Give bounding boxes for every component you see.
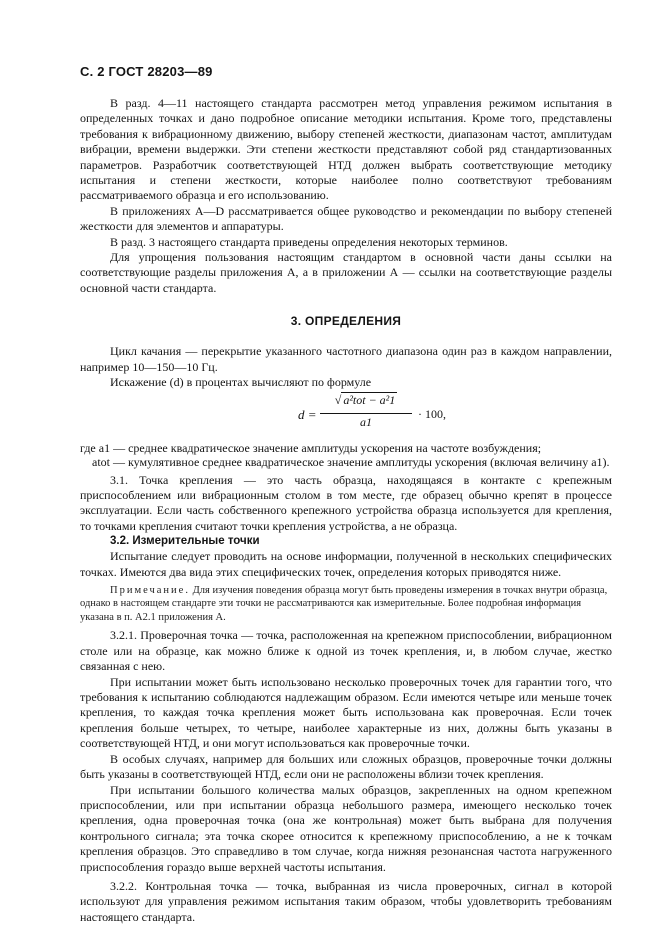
subsection-title: 3.2. Измерительные точки xyxy=(110,535,260,548)
formula-radicand: a²tot − a²1 xyxy=(343,392,396,407)
clause-3-2-1: 3.2.1. Проверочная точка — точка, расположенная на крепежном приспособлении, вибрационном столе или на образце, как можно ближе к одной из точек крепления, и, в любом случае, жестко связанная с нею. xyxy=(80,628,612,674)
distortion-definition: Искажение (d) в процентах вычисляют по формуле xyxy=(110,375,372,390)
cycle-definition: Цикл качания — перекрытие указанного частотного диапазона один раз в каждом направлении, например 10—150—10 Гц. xyxy=(80,344,612,374)
section-title: 3. ОПРЕДЕЛЕНИЯ xyxy=(290,314,402,329)
intro-paragraph: В приложениях А—D рассматривается общее руководство и рекомендации по выбору степеней жесткости для элементов и аппаратуры. xyxy=(80,203,612,234)
where-line: где a1 — среднее квадратическое значение амплитуды ускорения на частоте возбуждения; xyxy=(80,440,542,455)
intro-paragraph: В разд. 4—11 настоящего стандарта рассмотрен метод управления режимом испытания в определенных точках и дано подробное описание методики испытания. Кроме того, представлены требования к вибрационному движению, выбору степеней жесткости, диапазонам частот, амплитудам вибрации, времени выдержки. Эти степени жесткости представляют собой ряд стандартизованных параметров. Разработчик соответствующей НТД должен выбрать соответствующие методику испытания и степени жесткости, которые наиболее полно соответствуют требованиям рассматриваемого образца и его использованию. xyxy=(80,96,612,203)
distortion-formula xyxy=(80,393,612,437)
formula-rhs: · 100, xyxy=(418,406,446,421)
intro-paragraph: В разд. 3 настоящего стандарта приведены определения некоторых терминов. xyxy=(110,234,508,249)
clause-3-1: 3.1. Точка крепления — это часть образца, находящаяся в контакте с крепежным приспособлением или вибрационным столом в том месте, где образец обычно крепят в процессе эксплуатации. Если часть собственного крепежного устройства образца используется для крепления, то точками крепления считают точки крепления устройства, а не образца. xyxy=(80,472,612,533)
clause-3-2: Испытание следует проводить на основе информации, полученной в нескольких специфических точках. Имеются два вида этих специфических точек, определения которых приводятся ниже. xyxy=(80,549,612,579)
note xyxy=(80,584,612,625)
clause-3-2-1-para: В особых случаях, например для больших или сложных образцов, проверочные точки должны быть указаны в соответствующей НТД, если они не расположены вблизи точек крепления. xyxy=(80,751,612,782)
clause-3-2-2: 3.2.2. Контрольная точка — точка, выбранная из числа проверочных, сигнал в которой используют для управления режимом испытания таким образом, чтобы удовлетворить требованиям настоящего стандарта. xyxy=(80,878,612,924)
clause-3-2-1-para: При испытании большого количества малых образцов, закрепленных на одном крепежном приспособлении, или при испытании образца небольшого размера, имеющего несколько точек крепления, одна проверочная точка (она же контрольная) может быть выбрана для получения контрольного сигнала; эта точка скорее относится к крепежному приспособлению, а не к точкам крепления образцов. Это справедливо в том случае, когда нижняя резонансная частота нагруженного приспособления гораздо выше верхней частоты испытания. xyxy=(80,782,612,874)
note-text: Для изучения поведения образца могут быть проведены измерения в точках внутри образца, однако в настоящем стандарте эти точки не рассматриваются как измерительные. Более подробная информация указана в п. А2.1 приложения А. xyxy=(80,584,608,623)
formula-lhs: d = xyxy=(298,406,317,422)
note-label: Примечание. xyxy=(110,584,190,596)
formula-denominator: a1 xyxy=(360,414,372,429)
formula-numerator: √ a²tot − a²1 xyxy=(320,393,412,414)
where-line: atot — кумулятивное среднее квадратическое значение амплитуды ускорения (включая величину a1). xyxy=(92,454,610,469)
document-body xyxy=(80,96,612,925)
intro-paragraph: Для упрощения пользования настоящим стандартом в основной части даны ссылки на соответствующие разделы приложения А, а в приложении А — ссылки на соответствующие разделы основной части стандарта. xyxy=(80,250,612,295)
page-header: С. 2 ГОСТ 28203—89 xyxy=(80,64,213,79)
formula-fraction xyxy=(320,393,412,430)
clause-3-2-1-para: При испытании может быть использовано несколько проверочных точек для гарантии того, что требования к испытанию соблюдаются надлежащим образом. Если имеются четыре или меньше точек крепления, то каждая точка крепления может быть использована как проверочная. Если точек крепления больше четырех, то четыре, наиболее характерные из них, должны быть указаны в соответствующей НТД, и они могут использоваться как проверочные точки. xyxy=(80,674,612,751)
